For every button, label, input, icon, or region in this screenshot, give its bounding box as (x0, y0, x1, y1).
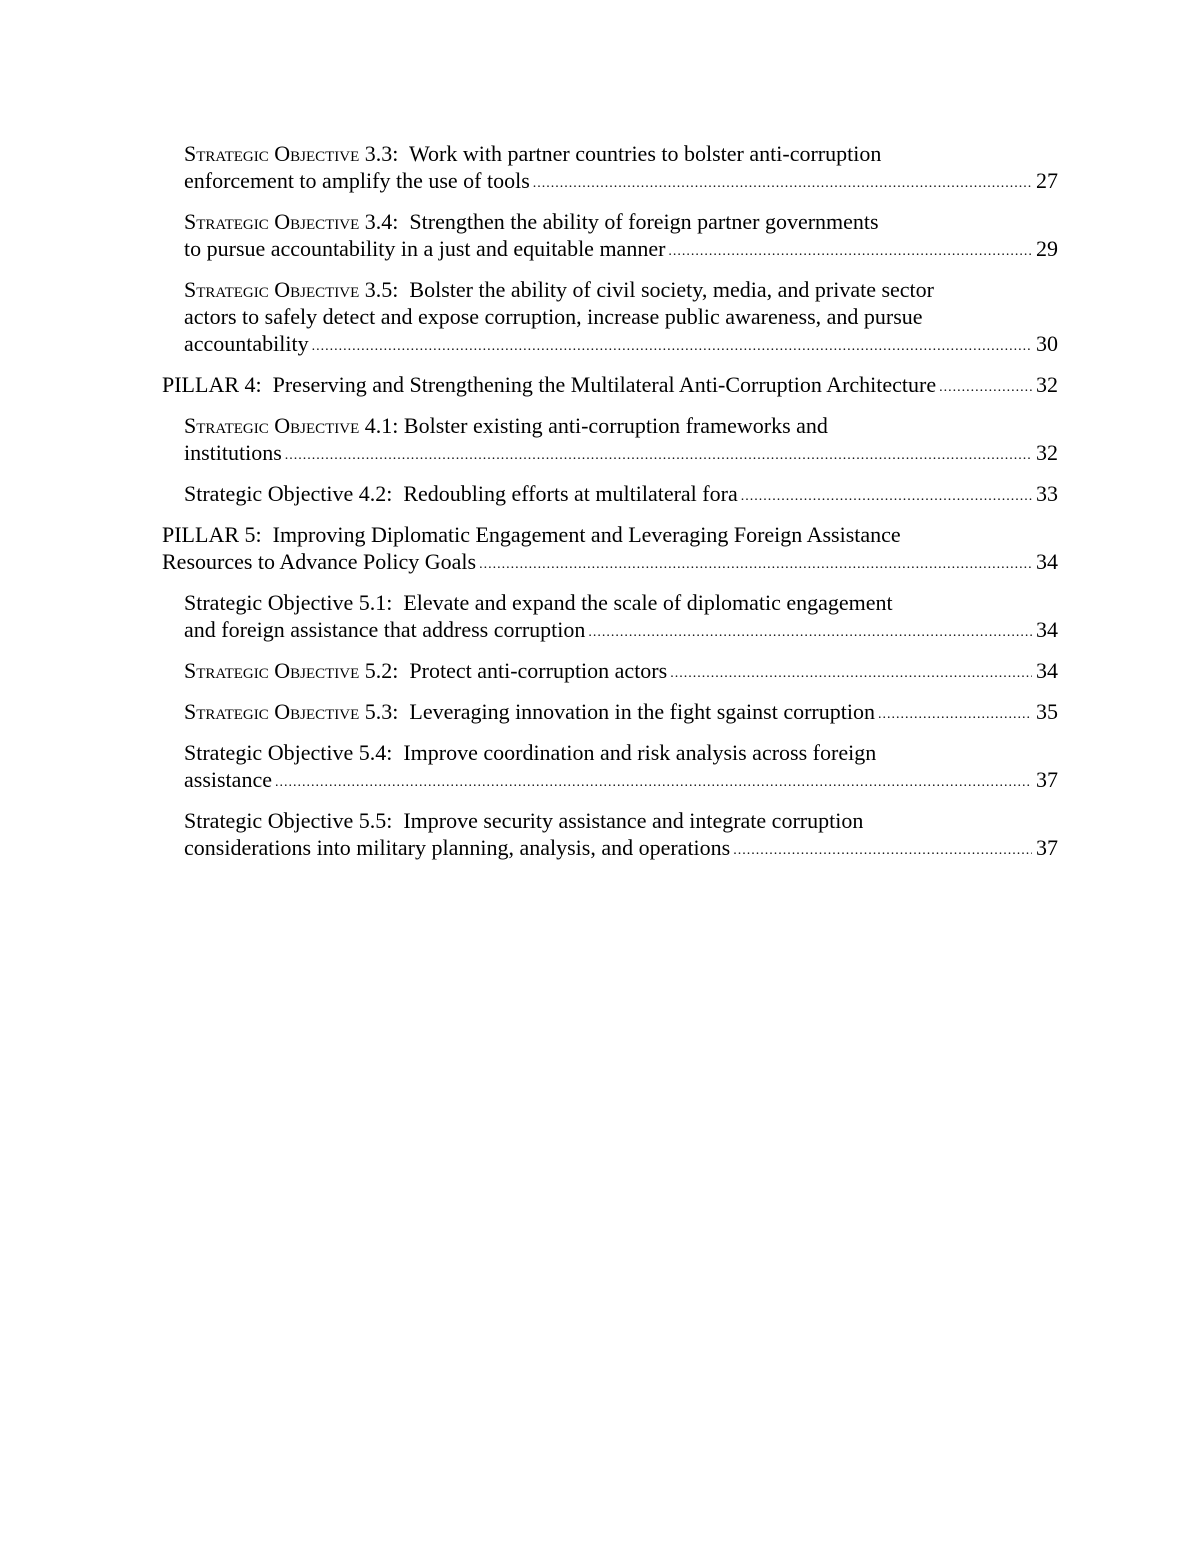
toc-entry-so-5-3[interactable] (184, 698, 1058, 729)
toc-entry-prefix: Strategic Objective (184, 277, 360, 302)
toc-entry-number: 3.4: (359, 209, 399, 234)
toc-entry-text-line: PILLAR 5: Improving Diplomatic Engagement and Leveraging Foreign Assistance (162, 522, 901, 547)
table-of-contents (162, 140, 1058, 875)
toc-page-number: 32 (1036, 440, 1058, 465)
toc-entry-so-5-1[interactable] (184, 589, 1058, 647)
toc-entry-text-line: Strategic Objective 5.1: Elevate and expand the scale of diplomatic engagement (184, 590, 893, 615)
toc-entry-text-line: Bolster existing anti-corruption frameworks and (398, 413, 828, 438)
toc-entry-last-line: and foreign assistance that address corruption (184, 617, 586, 642)
toc-entry-so-4-1[interactable] (184, 412, 1058, 470)
dot-leader (285, 442, 1032, 469)
toc-entry-last-line: considerations into military planning, analysis, and operations (184, 835, 731, 860)
toc-page-number: 37 (1036, 767, 1058, 792)
toc-page-number: 35 (1036, 699, 1058, 724)
dot-leader (479, 551, 1032, 578)
toc-entry-so-4-2[interactable] (184, 480, 1058, 511)
dot-leader (733, 837, 1032, 864)
toc-entry-prefix: Strategic Objective (184, 413, 360, 438)
toc-entry-last-line: Resources to Advance Policy Goals (162, 549, 477, 574)
toc-entry-last-line: institutions (184, 440, 282, 465)
toc-entry-text-line: Strategic Objective 5.5: Improve security assistance and integrate corruption (184, 808, 864, 833)
toc-entry-last-line: enforcement to amplify the use of tools (184, 168, 530, 193)
toc-entry-so-5-5[interactable] (184, 807, 1058, 865)
dot-leader (588, 619, 1032, 646)
dot-leader (670, 660, 1032, 687)
toc-entry-pillar-4[interactable] (162, 371, 1058, 402)
toc-entry-last-line: accountability (184, 331, 309, 356)
toc-entry-number: 3.5: (359, 277, 399, 302)
toc-entry-so-5-4[interactable] (184, 739, 1058, 797)
toc-page-number: 29 (1036, 236, 1058, 261)
dot-leader (312, 333, 1032, 360)
dot-leader (878, 701, 1032, 728)
dot-leader (275, 769, 1032, 796)
toc-entry-prefix: Strategic Objective (184, 699, 360, 724)
toc-entry-number: 4.1: (359, 413, 399, 438)
dot-leader (741, 483, 1032, 510)
dot-leader (668, 238, 1032, 265)
toc-entry-last-line: Strategic Objective 4.2: Redoubling efforts at multilateral fora (184, 481, 738, 506)
toc-entry-last-line: to pursue accountability in a just and equitable manner (184, 236, 666, 261)
toc-page-number: 32 (1036, 372, 1058, 397)
toc-entry-prefix: Strategic Objective (184, 658, 360, 683)
toc-page-number: 27 (1036, 168, 1058, 193)
toc-entry-so-3-3[interactable] (184, 140, 1058, 198)
toc-page-number: 34 (1036, 617, 1058, 642)
toc-entry-text-line: Bolster the ability of civil society, media, and private sector (398, 277, 934, 302)
toc-entry-text-line: Strengthen the ability of foreign partner governments (398, 209, 879, 234)
toc-entry-last-line: Strategic Objective 5.2: Protect anti-corruption actors (184, 658, 668, 683)
toc-entry-last-line: PILLAR 4: Preserving and Strengthening the Multilateral Anti-Corruption Architecture (162, 372, 937, 397)
toc-entry-prefix: Strategic Objective (184, 141, 360, 166)
toc-entry-title (184, 276, 1058, 303)
toc-entry-so-3-4[interactable] (184, 208, 1058, 266)
toc-entry-pillar-5[interactable] (162, 521, 1058, 579)
toc-page-number: 34 (1036, 549, 1058, 574)
toc-entry-title (184, 140, 1058, 167)
toc-entry-text-line: Work with partner countries to bolster anti-corruption (398, 141, 882, 166)
toc-entry-text-line: actors to safely detect and expose corruption, increase public awareness, and pursue (184, 304, 923, 329)
toc-entry-so-3-5[interactable] (184, 276, 1058, 361)
toc-entry-last-line: Strategic Objective 5.3: Leveraging innovation in the fight sgainst corruption (184, 699, 875, 724)
toc-entry-title (184, 208, 1058, 235)
dot-leader (939, 374, 1032, 401)
toc-entry-number: 3.3: (359, 141, 399, 166)
toc-entry-prefix: Strategic Objective (184, 209, 360, 234)
toc-entry-so-5-2[interactable] (184, 657, 1058, 688)
dot-leader (533, 170, 1032, 197)
toc-page-number: 30 (1036, 331, 1058, 356)
toc-entry-text-line: Strategic Objective 5.4: Improve coordination and risk analysis across foreign (184, 740, 877, 765)
toc-entry-last-line: assistance (184, 767, 272, 792)
toc-page-number: 37 (1036, 835, 1058, 860)
toc-page-number: 33 (1036, 481, 1058, 506)
toc-page-number: 34 (1036, 658, 1058, 683)
toc-entry-title (184, 412, 1058, 439)
